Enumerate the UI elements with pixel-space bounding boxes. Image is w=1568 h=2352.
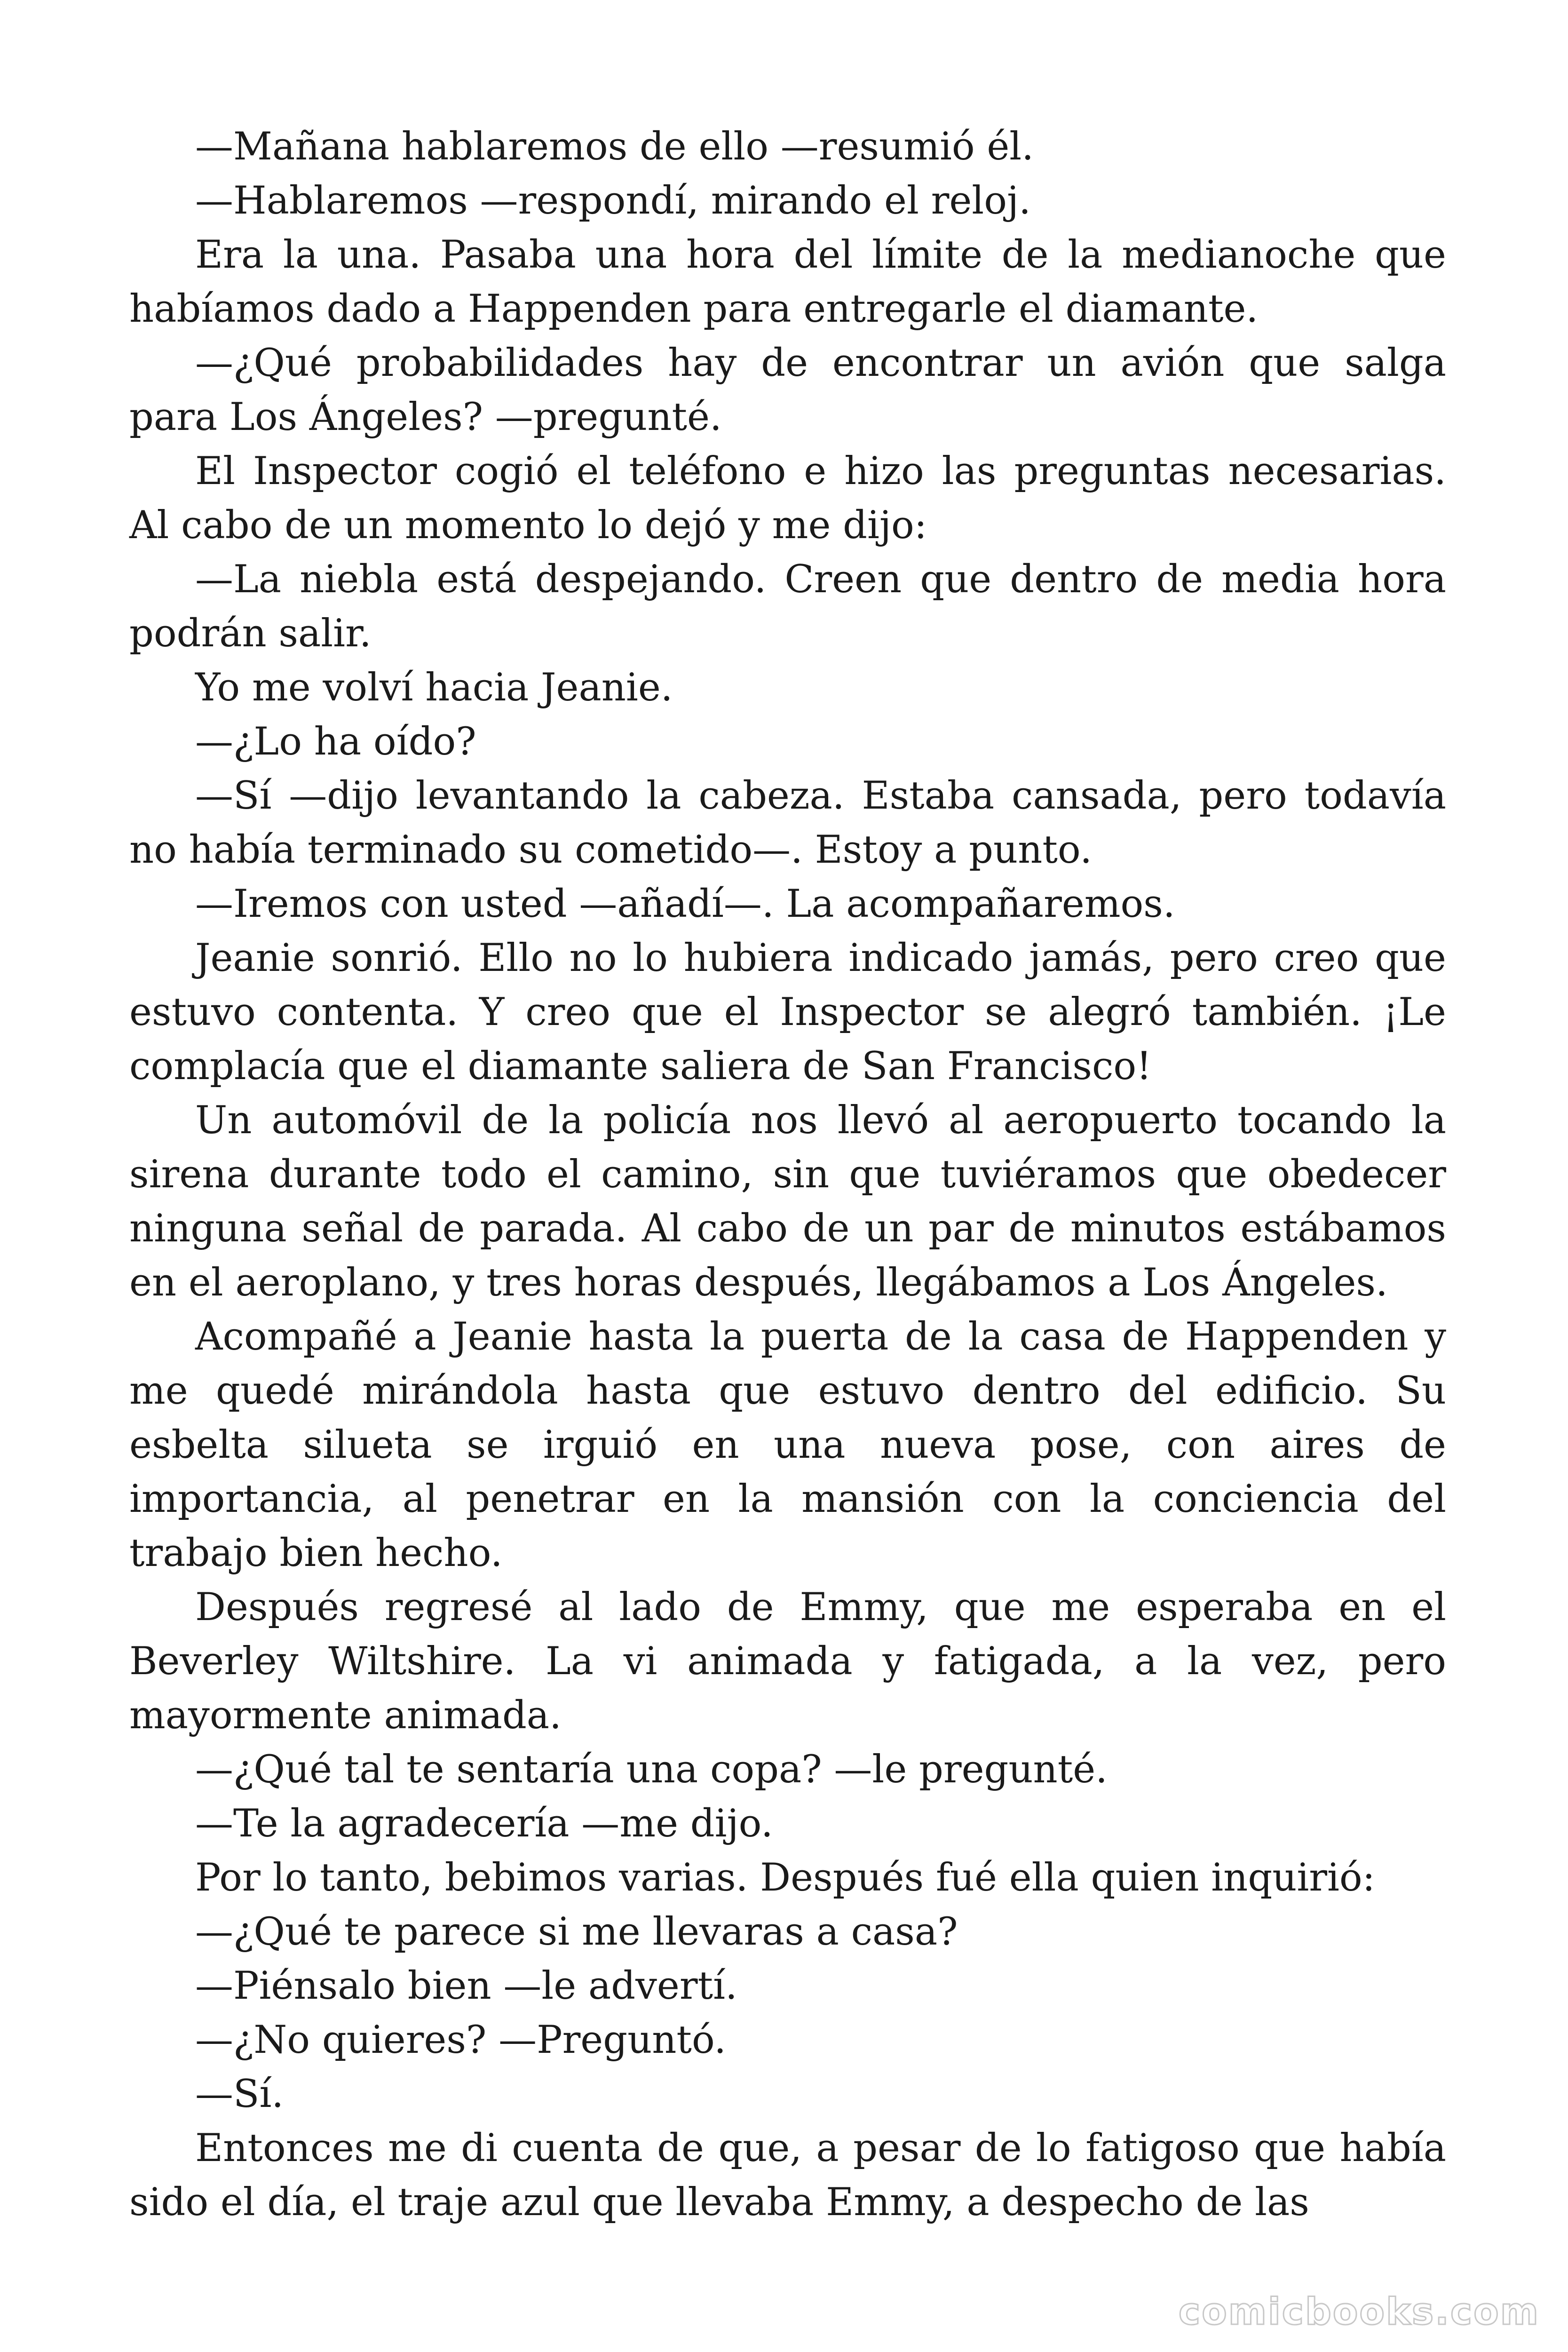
paragraph: —¿Qué tal te sentaría una copa? —le pregunté. (195, 1748, 1108, 1792)
body-text (129, 120, 1446, 2230)
paragraph: Acompañé a Jeanie hasta la puerta de la casa de Happenden y me quedé mirándola hasta que estuvo dentro del edificio. Su esbelta silueta se irguió en una nueva pose, con aires de importancia, al penetrar en la mansión con la conciencia del trabajo bien hecho. (129, 1315, 1446, 1575)
paragraph: —Mañana hablaremos de ello —resumió él. (195, 125, 1034, 169)
paragraph: —Piénsalo bien —le advertí. (195, 1964, 737, 2008)
paragraph: —Te la agradecería —me dijo. (195, 1802, 773, 1846)
paragraph: Yo me volví hacia Jeanie. (195, 666, 673, 710)
paragraph: Por lo tanto, bebimos varias. Después fué ella quien inquirió: (195, 1856, 1375, 1900)
paragraph: Un automóvil de la policía nos llevó al aeropuerto tocando la sirena durante todo el camino, sin que tuviéramos que obedecer ninguna señal de parada. Al cabo de un par de minutos estábamos en el aeroplano, y tres horas después, llegábamos a Los Ángeles. (129, 1098, 1446, 1305)
paragraph: —Sí —dijo levantando la cabeza. Estaba cansada, pero todavía no había terminado su cometido—. Estoy a punto. (129, 774, 1446, 872)
paragraph: Entonces me di cuenta de que, a pesar de lo fatigoso que había sido el día, el traje azul que llevaba Emmy, a despecho de las (129, 2126, 1446, 2225)
paragraph: Era la una. Pasaba una hora del límite de la medianoche que habíamos dado a Happenden para entregarle el diamante. (129, 233, 1446, 331)
paragraph: —¿Qué te parece si me llevaras a casa? (195, 1910, 958, 1954)
paragraph: —¿Lo ha oído? (195, 720, 476, 764)
paragraph: —Iremos con usted —añadí—. La acompañaremos. (195, 882, 1175, 926)
paragraph: Jeanie sonrió. Ello no lo hubiera indicado jamás, pero creo que estuvo contenta. Y creo que el Inspector se alegró también. ¡Le complacía que el diamante saliera de San Francisco! (129, 936, 1446, 1089)
paragraph: —¿Qué probabilidades hay de encontrar un avión que salga para Los Ángeles? —pregunté. (129, 341, 1446, 439)
paragraph: —Sí. (195, 2072, 284, 2116)
watermark: comicbooks.com (1178, 2291, 1540, 2333)
paragraph: —Hablaremos —respondí, mirando el reloj. (195, 179, 1031, 223)
paragraph: El Inspector cogió el teléfono e hizo las preguntas necesarias. Al cabo de un momento lo dejó y me dijo: (129, 449, 1446, 548)
paragraph: —La niebla está despejando. Creen que dentro de media hora podrán salir. (129, 557, 1446, 656)
paragraph: —¿No quieres? —Preguntó. (195, 2018, 727, 2062)
paragraph: Después regresé al lado de Emmy, que me esperaba en el Beverley Wiltshire. La vi animada y fatigada, a la vez, pero mayormente animada. (129, 1585, 1446, 1738)
